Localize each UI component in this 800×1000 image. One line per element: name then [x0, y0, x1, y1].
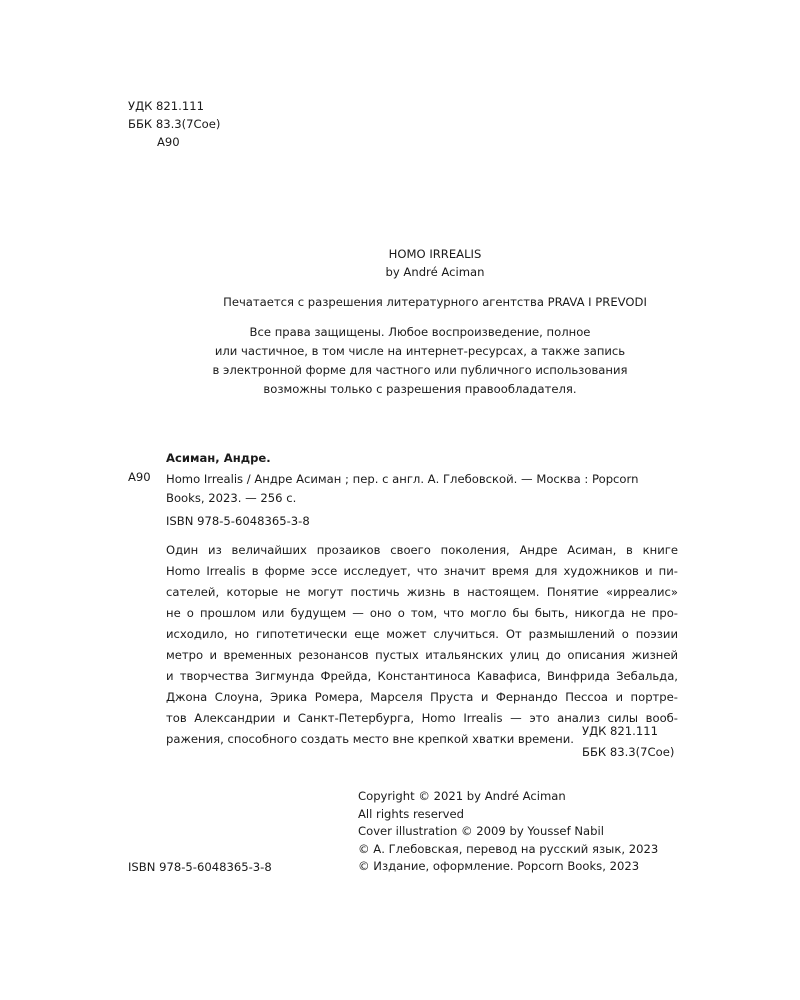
copyright-line: Cover illustration © 2009 by Youssef Nabil — [358, 824, 604, 838]
annotation-line: Homo Irrealis в форме эссе исследует, что значит время для художников и пи- — [166, 564, 678, 578]
classification-block — [128, 97, 220, 151]
copyright-line: © А. Глебовская, перевод на русский язык, 2023 — [358, 841, 659, 856]
annotation-paragraph — [166, 540, 678, 750]
bbk-code: ББК 83.3(7Сое) — [128, 117, 221, 131]
original-title: HOMO IRREALIS — [388, 247, 482, 261]
annotation-line: и творчества Зигмунда Фрейда, Константиноса Кавафиса, Винфрида Зебальда, — [166, 669, 678, 683]
permission-notice: Печатается с разрешения литературного агентства PRAVA I PREVODI — [223, 295, 647, 309]
isbn-number: ISBN 978-5-6048365-3-8 — [128, 860, 272, 874]
copyright-block — [358, 788, 658, 876]
rights-line: Все права защищены. Любое воспроизведение, полное — [249, 325, 591, 339]
annotation-line: исходило, но гипотетически еще может случиться. От размышлений о поэзии — [166, 627, 678, 641]
catalog-author-mark: А90 — [128, 470, 151, 484]
biblio-line: Homo Irrealis / Андре Асиман ; пер. с англ. А. Глебовской. — Москва : Popcorn — [166, 472, 639, 486]
author-mark: А90 — [157, 135, 180, 149]
rights-line: или частичное, в том числе на интернет-ресурсах, а также запись — [214, 344, 626, 358]
rights-line: возможны только с разрешения правообладателя. — [263, 382, 577, 396]
classification-block-bottom — [582, 721, 674, 763]
catalog-isbn: ISBN 978-5-6048365-3-8 — [166, 514, 310, 528]
bibliographic-description — [166, 470, 638, 508]
biblio-line: Books, 2023. — 256 с. — [166, 491, 297, 505]
bbk-code: ББК 83.3(7Сое) — [582, 745, 675, 759]
annotation-line: Один из величайших прозаиков своего поколения, Андре Асиман, в книге — [166, 543, 678, 557]
catalog-author: Асиман, Андре. — [166, 451, 271, 465]
original-title-block — [0, 245, 800, 281]
udk-code: УДК 821.111 — [128, 99, 204, 113]
annotation-line: метро и временных резонансов пустых итальянских улиц до описания жизней — [166, 648, 678, 662]
annotation-line: Джона Слоуна, Эрика Ромера, Марселя Пруста и Фернандо Пессоа и портре- — [166, 690, 678, 704]
copyright-line: © Издание, оформление. Popcorn Books, 2023 — [358, 859, 640, 873]
udk-code: УДК 821.111 — [582, 724, 658, 738]
annotation-line: не о прошлом или будущем — оно о том, что могло бы быть, никогда не про- — [166, 606, 678, 620]
original-byline: by André Aciman — [385, 265, 485, 279]
copyright-line: Copyright © 2021 by André Aciman — [358, 789, 566, 803]
annotation-line: ражения, способного создать место вне крепкой хватки времени. — [166, 732, 574, 746]
rights-notice — [0, 323, 800, 399]
copyright-line: All rights reserved — [358, 806, 464, 821]
annotation-line: сателей, которые не могут постичь жизнь в настоящем. Понятие «ирреалис» — [166, 585, 678, 599]
rights-line: в электронной форме для частного или публичного использования — [212, 363, 628, 377]
annotation-line: тов Александрии и Санкт-Петербурга, Homo Irrealis — это анализ силы вооб- — [166, 711, 678, 725]
